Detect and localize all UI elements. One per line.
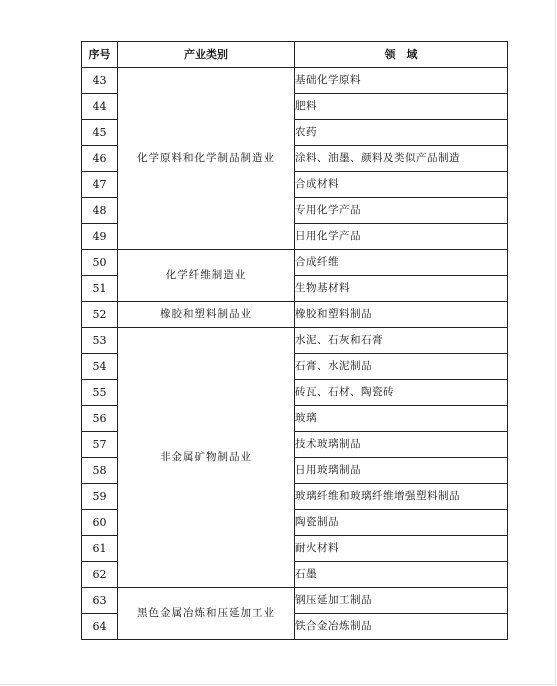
row-field: 基础化学原料 xyxy=(295,68,508,94)
row-num: 44 xyxy=(82,94,118,120)
row-num: 60 xyxy=(82,510,118,536)
row-num: 56 xyxy=(82,406,118,432)
row-num: 57 xyxy=(82,432,118,458)
row-num: 48 xyxy=(82,198,118,224)
row-field: 肥料 xyxy=(295,94,508,120)
industry-table xyxy=(81,41,508,640)
row-num: 59 xyxy=(82,484,118,510)
table-row xyxy=(82,328,508,354)
row-field: 石膏、水泥制品 xyxy=(295,354,508,380)
row-field: 水泥、石灰和石膏 xyxy=(295,328,508,354)
row-field: 涂料、油墨、颜料及类似产品制造 xyxy=(295,146,508,172)
row-field: 橡胶和塑料制品 xyxy=(295,302,508,328)
category-cell: 非金属矿物制品业 xyxy=(118,328,295,588)
row-num: 46 xyxy=(82,146,118,172)
header-field: 领 域 xyxy=(295,42,508,68)
category-cell: 黑色金属冶炼和压延加工业 xyxy=(118,588,295,640)
row-field: 玻璃纤维和玻璃纤维增强塑料制品 xyxy=(295,484,508,510)
header-num: 序号 xyxy=(82,42,118,68)
category-cell: 橡胶和塑料制品业 xyxy=(118,302,295,328)
category-cell: 化学原料和化学制品制造业 xyxy=(118,68,295,250)
row-num: 63 xyxy=(82,588,118,614)
header-category: 产业类别 xyxy=(118,42,295,68)
row-num: 58 xyxy=(82,458,118,484)
row-field: 合成纤维 xyxy=(295,250,508,276)
header-row xyxy=(82,42,508,68)
row-num: 43 xyxy=(82,68,118,94)
row-field: 生物基材料 xyxy=(295,276,508,302)
row-num: 52 xyxy=(82,302,118,328)
row-num: 55 xyxy=(82,380,118,406)
row-field: 砖瓦、石材、陶瓷砖 xyxy=(295,380,508,406)
row-field: 钢压延加工制品 xyxy=(295,588,508,614)
row-field: 农药 xyxy=(295,120,508,146)
row-field: 石墨 xyxy=(295,562,508,588)
row-field: 日用玻璃制品 xyxy=(295,458,508,484)
table-row xyxy=(82,302,508,328)
row-field: 玻璃 xyxy=(295,406,508,432)
row-field: 耐火材料 xyxy=(295,536,508,562)
row-num: 53 xyxy=(82,328,118,354)
row-field: 铁合金冶炼制品 xyxy=(295,614,508,640)
category-cell: 化学纤维制造业 xyxy=(118,250,295,302)
row-num: 61 xyxy=(82,536,118,562)
row-num: 51 xyxy=(82,276,118,302)
row-num: 47 xyxy=(82,172,118,198)
row-num: 50 xyxy=(82,250,118,276)
table-row xyxy=(82,68,508,94)
row-field: 技术玻璃制品 xyxy=(295,432,508,458)
row-field: 陶瓷制品 xyxy=(295,510,508,536)
row-num: 64 xyxy=(82,614,118,640)
row-field: 日用化学产品 xyxy=(295,224,508,250)
row-num: 62 xyxy=(82,562,118,588)
row-num: 49 xyxy=(82,224,118,250)
row-field: 专用化学产品 xyxy=(295,198,508,224)
row-field: 合成材料 xyxy=(295,172,508,198)
table-row xyxy=(82,588,508,614)
row-num: 45 xyxy=(82,120,118,146)
table-row xyxy=(82,250,508,276)
row-num: 54 xyxy=(82,354,118,380)
